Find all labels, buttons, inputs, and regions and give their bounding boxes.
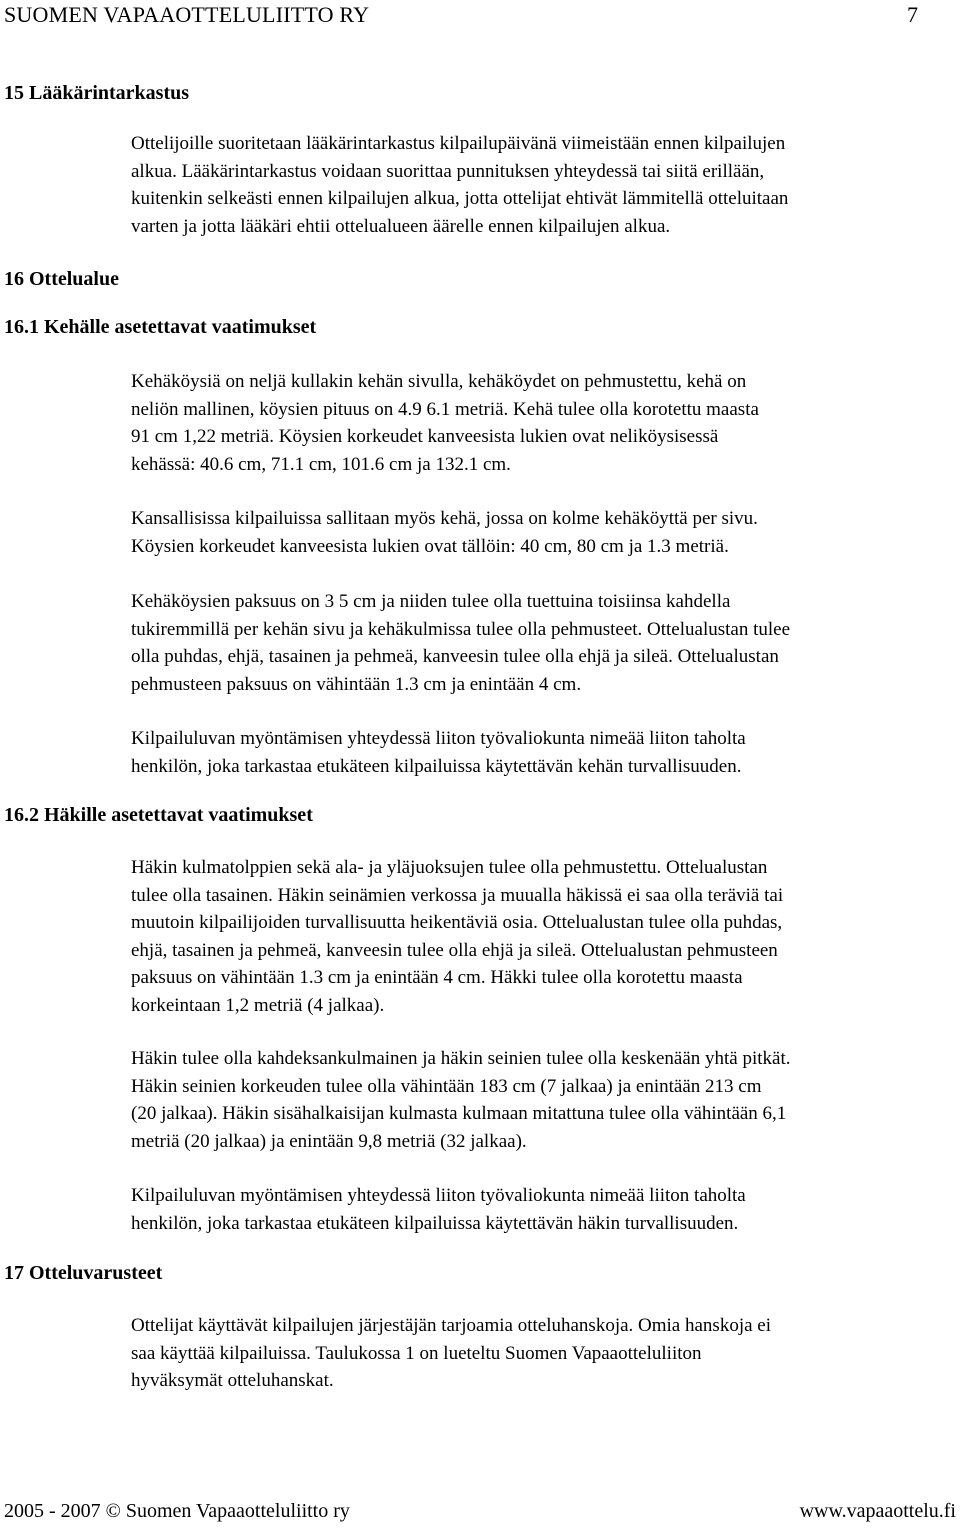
section-16-heading: 16 Ottelualue [4,268,119,290]
section-16-1-paragraph-2: Kansallisissa kilpailuissa sallitaan myös kehä, jossa on kolme kehäköyttä per sivu. Köysien korkeudet kanveesista lukien ovat tällöin: 40 cm, 80 cm ja 1.3 metriä. [131,508,758,557]
section-16-1-paragraph-1: Kehäköysiä on neljä kullakin kehän sivulla, kehäköydet on pehmustettu, kehä on neliön mallinen, köysien pituus on 4.9 6.1 metriä. Kehä tulee olla korotettu maasta 91 cm 1,22 metriä. Köysien korkeudet kanveesista lukien ovat neliköysisessä kehässä: 40.6 cm, 71.1 cm, 101.6 cm ja 132.1 cm. [131,371,759,475]
section-17-paragraph-1: Ottelijat käyttävät kilpailujen järjestäjän tarjoamia otteluhanskoja. Omia hanskoja ei saa käyttää kilpailuissa. Taulukossa 1 on lueteltu Suomen Vapaaotteluliiton hyväksymät otteluhanskat. [131,1315,771,1391]
section-16-1-heading: 16.1 Kehälle asetettavat vaatimukset [4,316,317,338]
page-number: 7 [907,2,918,27]
header-title: SUOMEN VAPAAOTTELULIITTO RY [4,2,370,27]
section-17-heading: 17 Otteluvarusteet [4,1262,163,1284]
section-16-2-paragraph-1: Häkin kulmatolppien sekä ala- ja yläjuoksujen tulee olla pehmustettu. Ottelualustan tulee olla tasainen. Häkin seinämien verkossa ja muualla häkissä ei saa olla teräviä tai muutoin kilpailijoiden turvallisuutta heikentäviä osia. Ottelualustan tulee olla puhdas, ehjä, tasainen ja pehmeä, kanveesin tulee olla ehjä ja sileä. Ottelualustan pehmusteen paksuus on vähintään 1.3 cm ja enintään 4 cm. Häkki tulee olla korotettu maasta korkeintaan 1,2 metriä (4 jalkaa). [131,857,784,1016]
section-16-2-paragraph-3: Kilpailuluvan myöntämisen yhteydessä liiton työvaliokunta nimeää liiton taholta henkilön, joka tarkastaa etukäteen kilpailuissa käytettävän häkin turvallisuuden. [131,1185,746,1234]
section-15-paragraph-1: Ottelijoille suoritetaan lääkärintarkastus kilpailupäivänä viimeistään ennen kilpailujen alkua. Lääkärintarkastus voidaan suorittaa punnituksen yhteydessä tai siitä erillään, kuitenkin selkeästi ennen kilpailujen alkua, jotta ottelijat ehtivät lämmitellä otteluitaan varten ja jotta lääkäri ehtii ottelualueen äärelle ennen kilpailujen alkua. [131,133,789,237]
section-16-1-paragraph-4: Kilpailuluvan myöntämisen yhteydessä liiton työvaliokunta nimeää liiton taholta henkilön, joka tarkastaa etukäteen kilpailuissa käytettävän kehän turvallisuuden. [131,728,746,777]
section-15-heading: 15 Lääkärintarkastus [4,82,190,104]
section-16-2-heading: 16.2 Häkille asetettavat vaatimukset [4,804,313,826]
footer-copyright: 2005 - 2007 © Suomen Vapaaotteluliitto ry [4,1500,350,1522]
footer-website-link[interactable]: www.vapaaottelu.fi [799,1500,956,1522]
section-16-2-paragraph-2: Häkin tulee olla kahdeksankulmainen ja häkin seinien tulee olla keskenään yhtä pitkät. Häkin seinien korkeuden tulee olla vähintään 183 cm (7 jalkaa) ja enintään 213 cm (20 jalkaa). Häkin sisähalkaisijan kulmasta kulmaan mitattuna tulee olla vähintään 6,1 metriä (20 jalkaa) ja enintään 9,8 metriä (32 jalkaa). [131,1048,791,1152]
section-16-1-paragraph-3: Kehäköysien paksuus on 3 5 cm ja niiden tulee olla tuettuina toisiinsa kahdella tukiremmillä per kehän sivu ja kehäkulmissa tulee olla pehmusteet. Ottelualustan tulee olla puhdas, ehjä, tasainen ja pehmeä, kanveesin tulee olla ehjä ja sileä. Ottelualustan pehmusteen paksuus on vähintään 1.3 cm ja enintään 4 cm. [131,591,791,695]
